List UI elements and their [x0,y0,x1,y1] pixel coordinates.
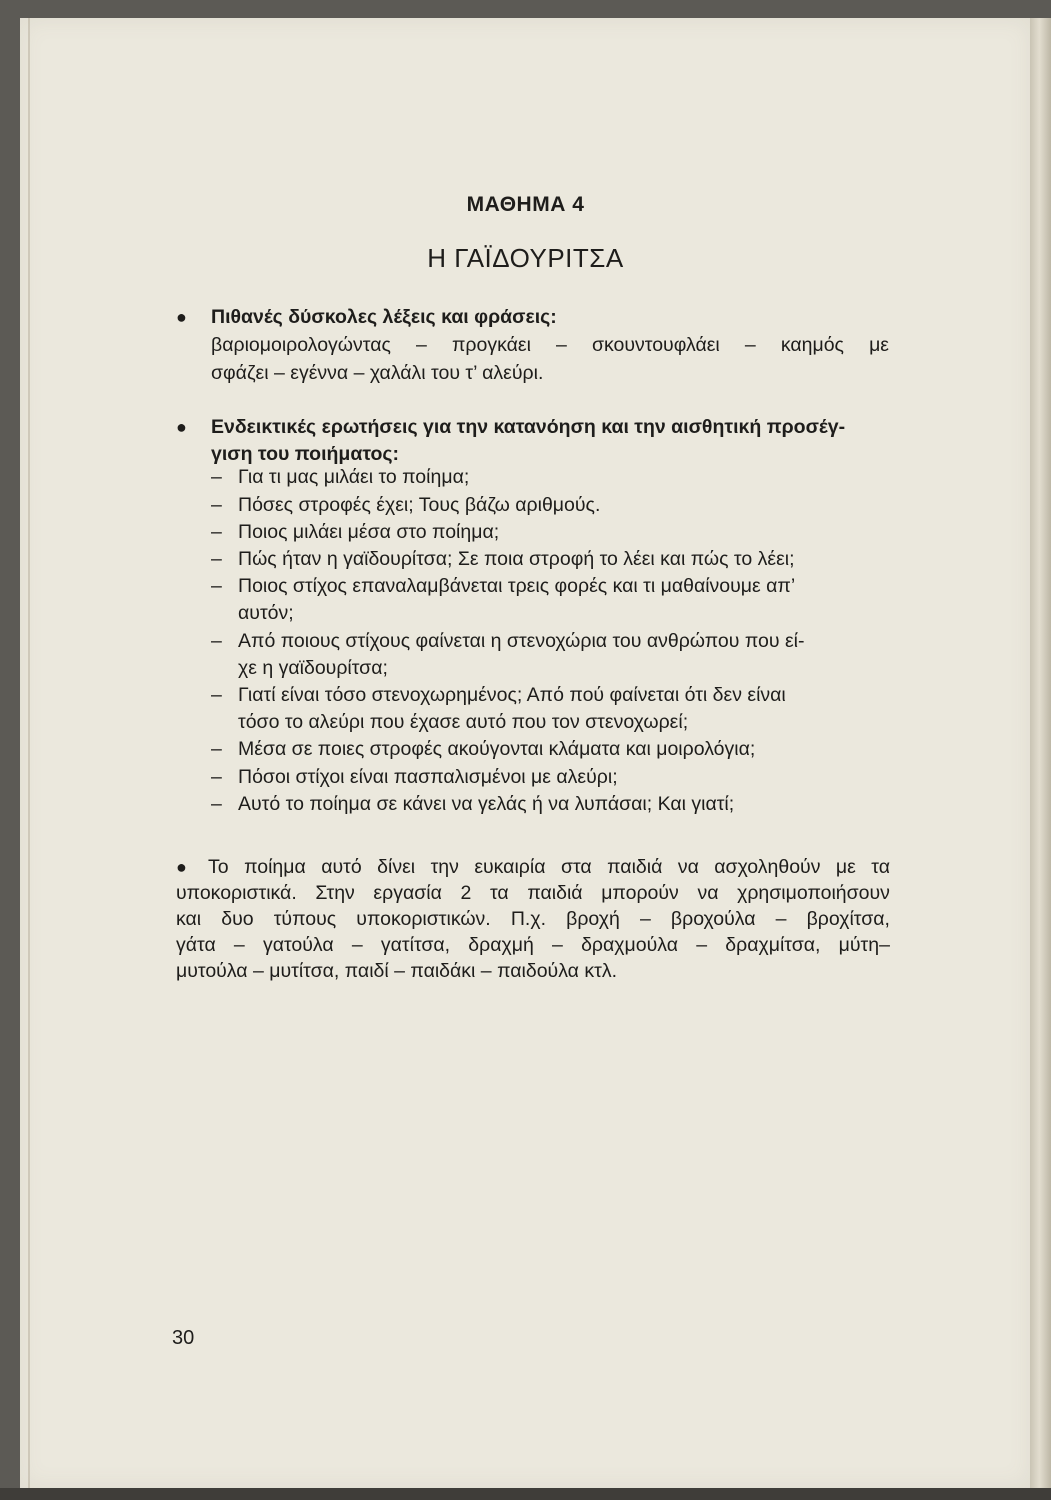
question-text: Ποιος στίχος επαναλαμβάνεται τρεις φορές και τι μαθαίνουμε απ’ [238,575,796,598]
dash-marker: – [211,629,222,652]
word-list-line [211,333,889,358]
paragraph-line: Το ποίημα αυτό δίνει την ευκαιρία στα παιδιά να ασχοληθούν με τα [208,856,890,878]
question-text: χε η γαϊδουρίτσα; [238,656,388,679]
question-text: Πόσες στροφές έχει; Τους βάζω αριθμούς. [238,493,601,516]
word-token: καημός [780,334,844,356]
word-token: με [869,334,889,356]
word-token: σκουντουφλάει [591,334,720,356]
paragraph-line: γάτα – γατούλα – γατίτσα, δραχμή – δραχμούλα – δραχμίτσα, μύτη– [176,934,890,956]
word-token: βαριομοιρολογώντας [211,334,391,356]
dash-marker: – [211,738,222,761]
word-token: προγκάει [451,334,531,356]
question-text: Ποιος μιλάει μέσα στο ποίημα; [238,520,500,543]
dash-marker: – [211,765,222,788]
question-text: αυτόν; [238,602,294,625]
dash-marker: – [211,575,222,598]
lesson-title: Η ΓΑΪΔΟΥΡΙΤΣΑ [427,243,624,273]
lesson-label: ΜΑΘΗΜΑ 4 [466,193,585,216]
dash-marker: – [211,493,222,516]
word-token: – [415,334,427,356]
paragraph-line: υποκοριστικά. Στην εργασία 2 τα παιδιά μπορούν να χρησιμοποιήσουν [176,882,890,904]
page-edge [1030,18,1051,1488]
word-token: – [744,334,756,356]
bullet-icon: ● [176,417,187,437]
dash-marker: – [211,548,222,570]
question-text: Από ποιους στίχους φαίνεται η στενοχώρια του ανθρώπου που εί- [238,629,805,652]
section-heading: Ενδεικτικές ερωτήσεις για την κατανόηση και την αισθητική προσέγ- [211,416,846,438]
question-text: Πόσοι στίχοι είναι πασπαλισμένοι με αλεύρι; [238,765,618,788]
bullet-icon: ● [176,857,187,877]
dash-marker: – [211,466,222,489]
question-text: τόσο το αλεύρι που έχασε αυτό που τον στενοχωρεί; [238,711,689,734]
question-text: Για τι μας μιλάει το ποίημα; [238,466,470,489]
question-text: Αυτό το ποίημα σε κάνει να γελάς ή να λυπάσαι; Και γιατί; [238,792,735,815]
bullet-icon: ● [176,307,187,327]
question-text: Πώς ήταν η γαϊδουρίτσα; Σε ποια στροφή το λέει και πώς το λέει; [238,548,795,570]
section-heading: Πιθανές δύσκολες λέξεις και φράσεις: [211,306,557,328]
page-shadow [0,1488,1051,1500]
question-text: Γιατί είναι τόσο στενοχωρημένος; Από πού φαίνεται ότι δεν είναι [238,684,786,706]
question-text: Μέσα σε ποιες στροφές ακούγονται κλάματα και μοιρολόγια; [238,738,756,761]
page-number: 30 [172,1327,195,1349]
word-list-line: σφάζει – εγέννα – χαλάλι του τ’ αλεύρι. [211,362,544,384]
section-heading-cont: γιση του ποιήματος: [211,443,400,465]
word-token: – [556,334,567,356]
dash-marker: – [211,684,222,706]
binding-line [28,18,30,1488]
dash-marker: – [211,520,222,543]
paragraph-line: μυτούλα – μυτίτσα, παιδί – παιδάκι – παιδούλα κτλ. [176,960,617,982]
dash-marker: – [211,792,222,815]
paragraph-line: και δυο τύπους υποκοριστικών. Π.χ. βροχή – βροχούλα – βροχίτσα, [176,908,890,930]
